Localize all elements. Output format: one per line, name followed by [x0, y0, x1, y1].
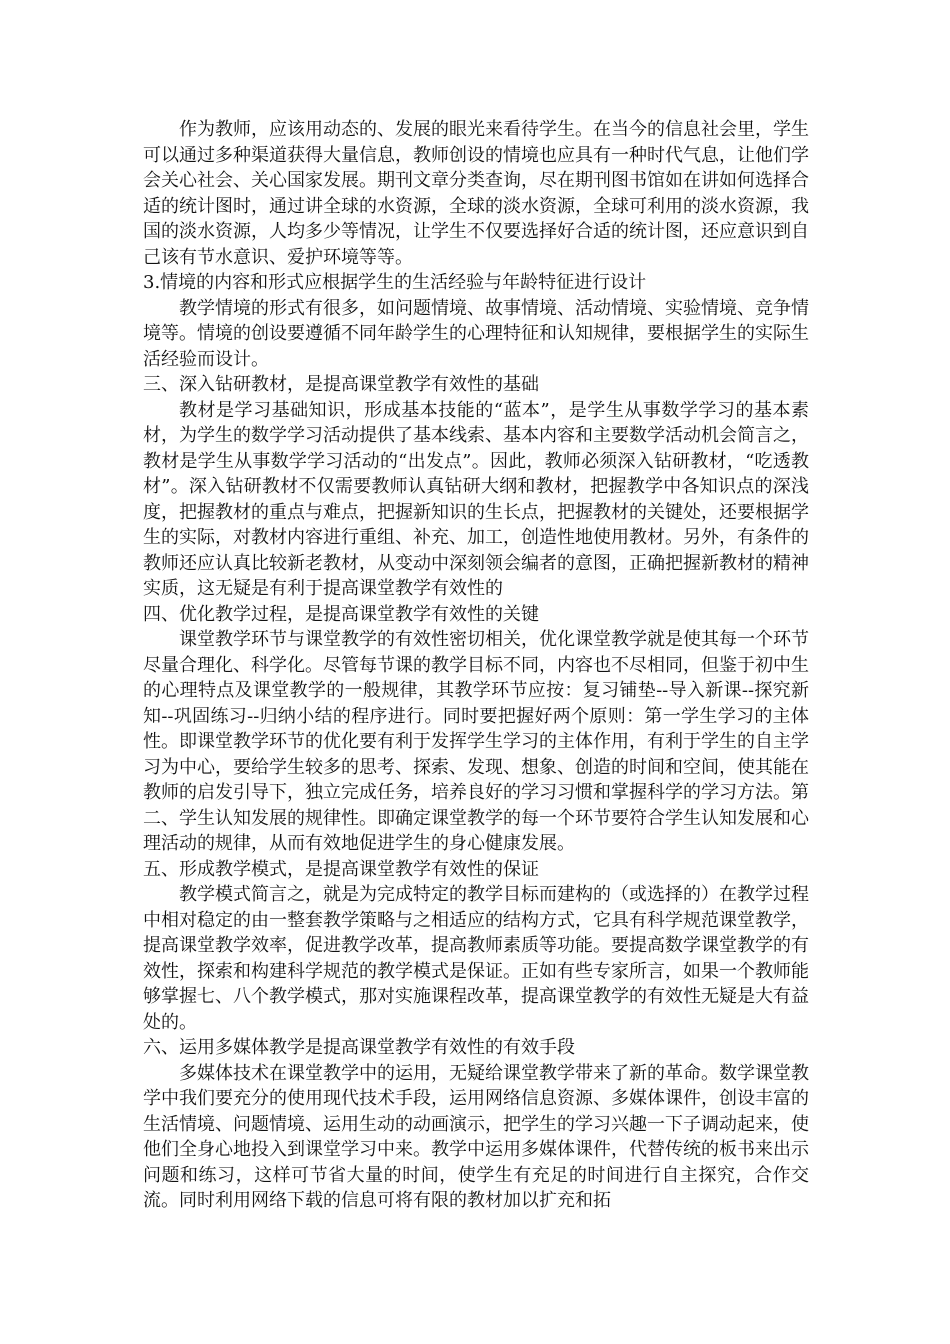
heading-part-6: 六、运用多媒体教学是提高课堂教学有效性的有效手段 [143, 1037, 575, 1058]
paragraph-textbook: 教材是学习基础知识，形成基本技能的“蓝本”，是学生从事数学学习的基本素材，为学生的数学学习活动提供了基本线索、基本内容和主要数学活动机会简言之，教材是学生从事数学学习活动的“出发点”。因此，教师必须深入钻研教材，“吃透教材”。深入钻研教材不仅需要教师认真钻研大纲和教材，把握教学中各知识点的深浅度，把握教材的重点与难点，把握新知识的生长点，把握教材的关键处，还要根据学生的实际，对教材内容进行重组、补充、加工，创造性地使用教材。另外，有条件的教师还应认真比较新老教材，从变动中深刻领会编者的意图，正确把握新教材的精神实质，这无疑是有利于提高课堂教学有效性的 [143, 399, 809, 599]
paragraph-teaching-mode: 教学模式简言之，就是为完成特定的教学目标而建构的（或选择的）在教学过程中相对稳定的由一整套教学策略与之相适应的结构方式，它具有科学规范课堂教学，提高课堂教学效率，促进教学改革，提高教师素质等功能。要提高数学课堂教学的有效性，探索和构建科学规范的教学模式是保证。正如有些专家所言，如果一个教师能够掌握七、八个教学模式，那对实施课程改革，提高课堂教学的有效性无疑是大有益处的。 [143, 884, 809, 1033]
paragraph-multimedia: 多媒体技术在课堂教学中的运用，无疑给课堂教学带来了新的革命。数学课堂教学中我们要充分的使用现代技术手段，运用网络信息资源、多媒体课件，创设丰富的生活情境、问题情境、运用生动的动画演示，把学生的学习兴趣一下子调动起来，使他们全身心地投入到课堂学习中来。教学中运用多媒体课件，代替传统的板书来出示问题和练习，这样可节省大量的时间，使学生有充足的时间进行自主探究，合作交流。同时利用网络下载的信息可将有限的教材加以扩充和拓 [143, 1062, 809, 1211]
heading-part-3: 三、深入钻研教材，是提高课堂教学有效性的基础 [143, 374, 539, 395]
heading-part-5: 五、形成教学模式，是提高课堂教学有效性的保证 [143, 858, 539, 880]
heading-section-3: 3.情境的内容和形式应根据学生的生活经验与年龄特征进行设计 [143, 272, 647, 293]
paragraph-teacher-view: 作为教师，应该用动态的、发展的眼光来看待学生。在当今的信息社会里，学生可以通过多种渠道获得大量信息，教师创设的情境也应具有一种时代气息，让他们学会关心社会、关心国家发展。期刊文章分类查询，尽在期刊图书馆如在讲如何选择合适的统计图时，通过讲全球的水资源，全球的淡水资源，全球可利用的淡水资源，我国的淡水资源，人均多少等情况，让学生不仅要选择好合适的统计图，还应意识到自己该有节水意识、爱护环境等等。 [143, 119, 809, 268]
heading-part-4: 四、优化教学过程，是提高课堂教学有效性的关键 [143, 603, 539, 625]
paragraph-situation-forms: 教学情境的形式有很多，如问题情境、故事情境、活动情境、实验情境、竞争情境等。情境的创设要遵循不同年龄学生的心理特征和认知规律，要根据学生的实际生活经验而设计。 [143, 297, 809, 370]
document-body [143, 117, 809, 1214]
paragraph-teaching-process: 课堂教学环节与课堂教学的有效性密切相关，优化课堂教学就是使其每一个环节尽量合理化、科学化。尽管每节课的教学目标不同，内容也不尽相同，但鉴于初中生的心理特点及课堂教学的一般规律，其教学环节应按：复习铺垫--导入新课--探究新知--巩固练习--归纳小结的程序进行。同时要把握好两个原则：第一学生学习的主体性。即课堂教学环节的优化要有利于发挥学生学习的主体作用，有利于学生的自主学习为中心，要给学生较多的思考、探索、发现、想象、创造的时间和空间，使其能在教师的启发引导下，独立完成任务，培养良好的学习习惯和掌握科学的学习方法。第二、学生认知发展的规律性。即确定课堂教学的每一个环节要符合学生认知发展和心理活动的规律，从而有效地促进学生的身心健康发展。 [143, 629, 809, 854]
